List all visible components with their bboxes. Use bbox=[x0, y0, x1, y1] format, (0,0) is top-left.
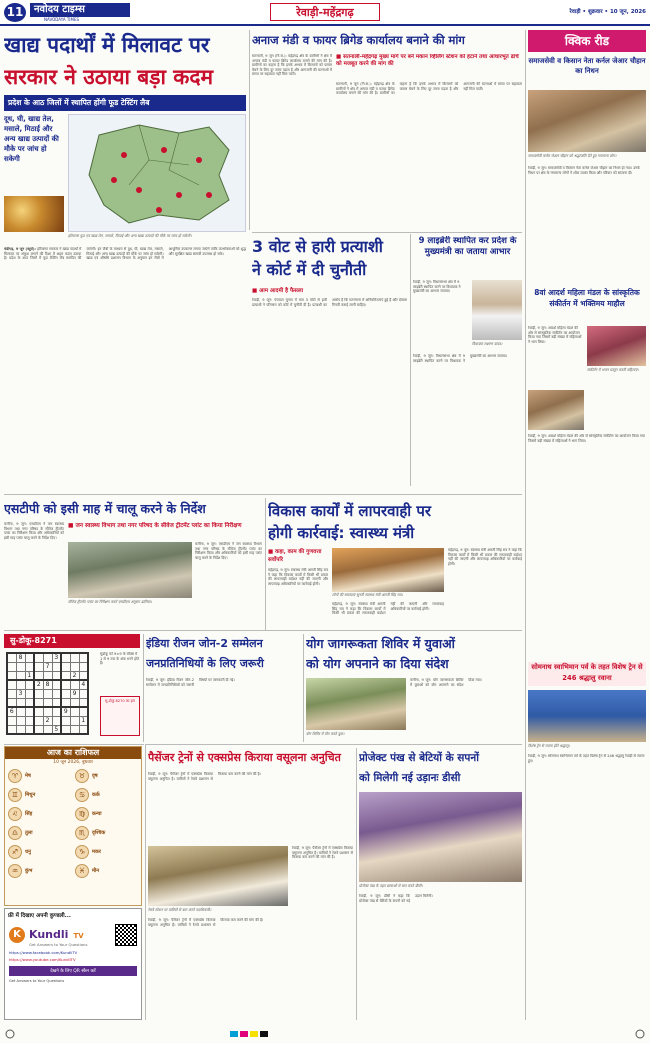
zodiac-sign-label: धनु bbox=[25, 849, 31, 855]
sdm-photo bbox=[68, 542, 192, 598]
sudoku-cell bbox=[43, 689, 52, 698]
sudoku-cell bbox=[61, 698, 70, 707]
sudoku-cell: 8 bbox=[43, 680, 52, 689]
sudoku-cell bbox=[34, 716, 43, 725]
sudoku-cell bbox=[79, 662, 88, 671]
women-photo bbox=[587, 326, 646, 366]
sudoku-cell bbox=[7, 671, 16, 680]
sudoku-cell bbox=[16, 707, 25, 716]
dc-headline-1: प्रोजेक्ट पंख से बेटियों के सपनों bbox=[359, 752, 479, 764]
zodiac-icon: ♈ bbox=[8, 769, 22, 783]
zodiac-sign-label: कुंभ bbox=[25, 868, 33, 874]
haryana-map bbox=[68, 114, 246, 232]
dateline: रेवाड़ी • शुक्रवार • 10 जून, 2026 bbox=[569, 9, 646, 15]
sudoku-cell bbox=[34, 653, 43, 662]
sudoku-cell bbox=[70, 707, 79, 716]
women-caption: संकीर्तन में भजन प्रस्तुत करती महिलाएं। bbox=[587, 368, 639, 372]
sudoku-cell bbox=[61, 716, 70, 725]
lead-headline-1: खाद्य पदार्थों में मिलावट पर bbox=[4, 33, 210, 57]
horoscope-panel bbox=[4, 746, 142, 906]
quick-read-headline: समाजसेवी व किसान नेता कर्नल जेआर चौहान का निधन bbox=[528, 57, 646, 75]
grain-subhead: ■ सतनाली-महेंद्रगढ़ मुख्य मार्ग पर बने मकान व्हिलिंग स्टेशन को हटाने तथा आधारभूत ढांचे को मजबूत करने की मांग की bbox=[336, 54, 519, 67]
cm-caption: विधायक लक्ष्मण यादव। bbox=[472, 342, 503, 346]
kundli-logo-icon: K bbox=[9, 927, 25, 943]
divider bbox=[145, 744, 146, 1020]
horoscope-item bbox=[75, 845, 138, 859]
women-headline: 8वां आदर्श महिला मंडल के सांस्कृतिक संकीर्तन में भक्तिमय माहौल bbox=[534, 288, 640, 308]
sudoku-cell: 3 bbox=[16, 689, 25, 698]
sudoku-cell bbox=[16, 698, 25, 707]
sudoku-cell bbox=[34, 671, 43, 680]
page-number-badge: 11 bbox=[4, 3, 26, 22]
horoscope-title: आज का राशिफल bbox=[5, 747, 141, 759]
sudoku-cell bbox=[7, 662, 16, 671]
sudoku-cell bbox=[34, 725, 43, 734]
sudoku-cell bbox=[61, 725, 70, 734]
sudoku-cell bbox=[16, 680, 25, 689]
horoscope-item bbox=[8, 864, 71, 878]
sudoku-cell bbox=[7, 698, 16, 707]
sudoku-prev-answer: सु-डोकू 8270 का हल bbox=[100, 696, 140, 736]
sudoku-cell bbox=[25, 725, 34, 734]
sudoku-cell bbox=[61, 671, 70, 680]
lead-subhead: प्रदेश के आठ जिलों में स्थापित होंगी फूड टेस्टिंग लैब bbox=[4, 95, 246, 111]
train-photo bbox=[148, 846, 288, 906]
sudoku-cell bbox=[79, 689, 88, 698]
sudoku-cell: 8 bbox=[16, 653, 25, 662]
sudoku-cell: 4 bbox=[79, 680, 88, 689]
sudoku-cell: 2 bbox=[43, 716, 52, 725]
zodiac-sign-label: सिंह bbox=[25, 811, 33, 817]
sudoku-cell bbox=[70, 725, 79, 734]
quick-read-photo bbox=[528, 90, 646, 152]
sudoku-cell bbox=[43, 671, 52, 680]
somnath-headline: सोमनाथ स्वाभिमान पर्व के तहत विशेष ट्रेन से 246 श्रद्धालु रवाना bbox=[528, 662, 646, 686]
zodiac-icon: ♓ bbox=[75, 864, 89, 878]
sudoku-cell bbox=[7, 716, 16, 725]
section-title: रेवाड़ी-महेंद्रगढ़ bbox=[270, 3, 380, 21]
sdm-caption: सीवेज ट्रीटमेंट प्लांट का निरीक्षण करते एसडीएम अनुराग ढालिया। bbox=[68, 600, 152, 604]
kundli-ad bbox=[4, 908, 142, 1020]
train-body-bottom: रेवाड़ी, 9 जून: पैसेंजर ट्रेनों में एक्सप्रेस किराया वसूलना अनुचित है। यात्रियों ने रेलवे प्रशासन से किराया कम करने की मांग की है। bbox=[148, 918, 264, 927]
election-subhead: ■ आम आदमी है फैसला bbox=[252, 288, 304, 294]
dc-photo bbox=[359, 792, 522, 882]
zodiac-sign-label: कन्या bbox=[92, 811, 102, 817]
quick-read-body: रेवाड़ी, 9 जून: समाजसेवी व किसान नेता कर्नल जेआर चौहान का निधन हो गया। उनके निधन पर क्षेत्र के गणमान्य लोगों ने शोक व्यक्त किया और परिवार को सांत्वना दी। bbox=[528, 166, 640, 175]
zodiac-icon: ♌ bbox=[8, 807, 22, 821]
india-headline-1: इंडिया रीजन जोन-2 सम्मेलन bbox=[146, 637, 263, 650]
cm-photo bbox=[472, 280, 522, 340]
sudoku-cell bbox=[52, 698, 61, 707]
divider bbox=[525, 30, 526, 1020]
train-body-top: रेवाड़ी, 9 जून: पैसेंजर ट्रेनों में एक्सप्रेस किराया वसूलना अनुचित है। यात्रियों ने रेलवे प्रशासन से किराया कम करने की मांग की है। bbox=[148, 772, 261, 781]
zodiac-icon: ♏ bbox=[75, 826, 89, 840]
sudoku-cell bbox=[70, 662, 79, 671]
horoscope-date: 10 जून 2026, बुधवार bbox=[53, 760, 93, 765]
sudoku-cell bbox=[16, 725, 25, 734]
yoga-headline-2: को योग अपनाने का दिया संदेश bbox=[306, 656, 449, 671]
sudoku-cell bbox=[52, 680, 61, 689]
dc-caption: प्रोजेक्ट पंख के तहत छात्राओं से बात करते डीसी। bbox=[359, 884, 423, 888]
sudoku-cell bbox=[43, 707, 52, 716]
sudoku-cell bbox=[79, 707, 88, 716]
yoga-headline-1: योग जागरूकता शिविर में युवाओं bbox=[306, 636, 455, 651]
divider bbox=[265, 498, 266, 630]
sudoku-cell bbox=[43, 698, 52, 707]
minister-body-left: महेंद्रगढ़, 9 जून: स्वास्थ्य मंत्री आरती सिंह राव ने कहा कि विकास कार्यों में किसी भी प्रकार की लापरवाही बर्दाश्त नहीं की जाएगी और लापरवाह अधिकारियों पर कार्रवाई होगी। bbox=[268, 568, 328, 586]
sudoku-cell bbox=[25, 689, 34, 698]
india-body: रेवाड़ी, 9 जून: इंडिया रीजन जोन-2 सम्मेलन में जनप्रतिनिधियों को जरूरी विषयों पर जानकारी दी गई। bbox=[146, 678, 235, 687]
lead-headline-2: सरकार ने उठाया बड़ा कदम bbox=[4, 65, 214, 89]
sudoku-cell bbox=[25, 698, 34, 707]
horoscope-item bbox=[75, 788, 138, 802]
sudoku-grid bbox=[6, 652, 89, 735]
sdm-body-left: कनीना, 9 जून: एसडीएम ने जन स्वास्थ्य विभाग तथा नगर परिषद के सीवेज ट्रीटमेंट प्लांट का निरीक्षण किया और अधिकारियों को इसी माह प्लांट चालू करने के निर्देश दिए। bbox=[4, 522, 64, 540]
election-headline-1: 3 वोट से हारी प्रत्याशी bbox=[252, 237, 383, 256]
election-headline-2: ने कोर्ट में दी चुनौती bbox=[252, 260, 367, 279]
sudoku-cell bbox=[61, 662, 70, 671]
sudoku-table bbox=[6, 652, 89, 735]
divider bbox=[4, 744, 144, 745]
paper-name-bar: नवोदय टाइम्स bbox=[30, 3, 130, 17]
zodiac-icon: ♉ bbox=[75, 769, 89, 783]
kundli-brand: Kundli bbox=[29, 928, 69, 941]
cm-body: रेवाड़ी, 9 जून: विधानसभा क्षेत्र में 9 लाइब्रेरी स्थापित करने पर विधायक ने मुख्यमंत्री का आभार जताया। bbox=[413, 354, 508, 363]
train-headline: पैसेंजर ट्रेनों से एक्सप्रेस किराया वसूलना अनुचित bbox=[148, 751, 341, 764]
sudoku-cell: 9 bbox=[61, 707, 70, 716]
zodiac-sign-label: तुला bbox=[25, 830, 33, 836]
minister-body-right: महेंद्रगढ़, 9 जून: स्वास्थ्य मंत्री आरती सिंह राव ने कहा कि विकास कार्यों में किसी भी प्रकार की लापरवाही बर्दाश्त नहीं की जाएगी और लापरवाह अधिकारियों पर कार्रवाई होगी। bbox=[448, 548, 522, 566]
zodiac-icon: ♊ bbox=[8, 788, 22, 802]
sudoku-cell bbox=[70, 653, 79, 662]
horoscope-item bbox=[75, 864, 138, 878]
zodiac-icon: ♒ bbox=[8, 864, 22, 878]
kundli-ad-fine-print: Get Answers to Your Questions bbox=[9, 979, 65, 983]
lead-body-text: हरियाणा सरकार ने खाद्य पदार्थों में मिलावट पर अंकुश लगाने की दिशा में अहम कदम उठाया है। प्रदेश के आठ जिलों में फूड टेस्टिंग लैब स्थापित की जाएंगी। इन लैबों के माध्यम से दूध, घी, खाद्य तेल, मसाले, मिठाई और अन्य खाद्य उत्पादों की मौके पर जांच हो सकेगी। खाद्य एवं औषधि प्रशासन विभाग के अनुसार इन लैबों में आधुनिक उपकरण लगाए जाएंगे ताकि उपभोक्ताओं को शुद्ध और सुरक्षित खाद्य सामग्री उपलब्ध हो सके। bbox=[4, 247, 246, 261]
sudoku-cell: 7 bbox=[43, 662, 52, 671]
minister-subhead: ■ कहा, काम की गुणवत्ता सर्वोपरि bbox=[268, 549, 322, 563]
zodiac-sign-label: वृश्चिक bbox=[92, 830, 106, 836]
divider bbox=[4, 630, 522, 631]
zodiac-sign-label: कर्क bbox=[92, 792, 100, 798]
sudoku-cell bbox=[43, 725, 52, 734]
zodiac-sign-label: मीन bbox=[92, 868, 100, 874]
sudoku-cell bbox=[61, 680, 70, 689]
sudoku-cell bbox=[79, 671, 88, 680]
women-photo-2 bbox=[528, 390, 584, 430]
sudoku-cell bbox=[79, 698, 88, 707]
somnath-body: रेवाड़ी, 9 जून: सोमनाथ स्वाभिमान पर्व के तहत विशेष ट्रेन से 246 श्रद्धालु रेवाड़ी से रवाना हुए। bbox=[528, 754, 645, 763]
sudoku-cell bbox=[43, 653, 52, 662]
sudoku-cell bbox=[34, 698, 43, 707]
horoscope-item bbox=[75, 826, 138, 840]
sudoku-cell bbox=[70, 698, 79, 707]
minister-body-mid: महेंद्रगढ़, 9 जून: स्वास्थ्य मंत्री आरती सिंह राव ने कहा कि विकास कार्यों में किसी भी प्रकार की लापरवाही बर्दाश्त नहीं की जाएगी और लापरवाह अधिकारियों पर कार्रवाई होगी। bbox=[332, 602, 444, 616]
kundli-brand-sub: TV bbox=[73, 932, 84, 940]
sudoku-cell: 9 bbox=[70, 689, 79, 698]
sudoku-cell bbox=[7, 725, 16, 734]
sudoku-cell: 1 bbox=[79, 716, 88, 725]
women-body-right: रेवाड़ी, 9 जून: आदर्श महिला मंडल की ओर से सांस्कृतिक संकीर्तन का आयोजन किया गया जिसमें बड़ी संख्या में महिलाओं ने भाग लिया। bbox=[528, 434, 645, 443]
horoscope-item bbox=[8, 788, 71, 802]
horoscope-list bbox=[5, 767, 141, 883]
sudoku-cell bbox=[25, 662, 34, 671]
kundli-ad-line1: फ्री में दिखाए अपनी कुण्डली... bbox=[8, 913, 71, 919]
quick-read-caption: समाजसेवी कर्नल जेआर चौहान को श्रद्धांजलि देते हुए गणमान्य लोग। bbox=[528, 154, 617, 158]
registration-strip bbox=[0, 1026, 650, 1043]
sudoku-title: सु-डोकू-8271 bbox=[4, 634, 140, 648]
minister-headline-1: विकास कार्यों में लापरवाही पर bbox=[268, 502, 432, 520]
minister-headline-2: होगी कार्रवाई: स्वास्थ्य मंत्री bbox=[268, 524, 415, 542]
zodiac-sign-label: मिथुन bbox=[25, 792, 36, 798]
india-headline-2: जनप्रतिनिधियों के लिए जरूरी bbox=[146, 657, 264, 670]
sudoku-cell bbox=[7, 653, 16, 662]
sudoku-cell bbox=[25, 716, 34, 725]
sudoku-cell bbox=[52, 671, 61, 680]
dc-headline-2: को मिलेगी नई उड़ानः डीसी bbox=[359, 772, 461, 784]
sudoku-cell: 2 bbox=[34, 680, 43, 689]
paper-name-small: NAVODAYA TIMES bbox=[44, 17, 80, 22]
zodiac-icon: ♎ bbox=[8, 826, 22, 840]
sudoku-cell bbox=[25, 653, 34, 662]
sudoku-cell bbox=[70, 680, 79, 689]
divider bbox=[410, 234, 411, 486]
train-body-right: रेवाड़ी, 9 जून: पैसेंजर ट्रेनों में एक्सप्रेस किराया वसूलना अनुचित है। यात्रियों ने रेलवे प्रशासन से किराया कम करने की मांग की है। bbox=[292, 846, 353, 860]
cm-body-top: रेवाड़ी, 9 जून: विधानसभा क्षेत्र में 9 लाइब्रेरी स्थापित करने पर विधायक ने मुख्यमंत्री का आभार जताया। bbox=[413, 280, 461, 294]
sdm-body-right: कनीना, 9 जून: एसडीएम ने जन स्वास्थ्य विभाग तथा नगर परिषद के सीवेज ट्रीटमेंट प्लांट का निरीक्षण किया और अधिकारियों को इसी माह प्लांट चालू करने के निर्देश दिए। bbox=[195, 542, 262, 560]
sudoku-cell bbox=[52, 707, 61, 716]
election-body: रेवाड़ी, 9 जून: पंचायत चुनाव में मात्र 3 वोटों से हारी प्रत्याशी ने परिणाम को कोर्ट में चुनौती दी है। प्रत्याशी का आरोप है कि मतगणना में अनियमितताएं हुई हैं और दोबारा गिनती कराई जानी चाहिए। bbox=[252, 298, 407, 307]
cm-headline: 9 लाइब्रेरी स्थापित कर प्रदेश के मुख्यमंत्री का जताया आभार bbox=[418, 236, 517, 257]
sudoku-cell bbox=[25, 707, 34, 716]
qr-code-icon[interactable] bbox=[115, 924, 137, 946]
grain-body-left: सतनाली, 9 जून (नि.स.): महेंद्रगढ़ क्षेत्र के ग्रामीणों ने क्षेत्र में अनाज मंडी व फायर ब्रिगेड कार्यालय बनाने की मांग की है। ग्रामीणों का कहना है कि इनके अभाव में किसानों को फसल बेचने के लिए दूर जाना पड़ता है और आगजनी की घटनाओं में समय पर सहायता नहीं मिल पाती। bbox=[252, 54, 332, 77]
somnath-photo bbox=[528, 690, 646, 742]
lead-food-photo bbox=[4, 196, 64, 232]
zodiac-sign-label: मकर bbox=[92, 849, 101, 855]
sudoku-cell bbox=[34, 707, 43, 716]
sudoku-cell bbox=[52, 716, 61, 725]
women-body-left: रेवाड़ी, 9 जून: आदर्श महिला मंडल की ओर से सांस्कृतिक संकीर्तन का आयोजन किया गया जिसमें बड़ी संख्या में महिलाओं ने भाग लिया। bbox=[528, 326, 582, 344]
sudoku-cell bbox=[61, 653, 70, 662]
sudoku-cell bbox=[7, 689, 16, 698]
sdm-subhead: ■ जन स्वास्थ्य विभाग तथा नगर परिषद के सीवेज ट्रीटमेंट प्लांट का किया निरीक्षण bbox=[68, 523, 242, 529]
divider bbox=[303, 634, 304, 742]
sudoku-cell bbox=[16, 662, 25, 671]
sudoku-cell bbox=[52, 662, 61, 671]
dc-body: रेवाड़ी, 9 जून: डीसी ने कहा कि प्रोजेक्ट पंख से बेटियों के सपनों को नई उड़ान मिलेगी। bbox=[359, 894, 433, 903]
kundli-cta: देखने के लिए QR स्कैन करें bbox=[9, 966, 137, 976]
lead-body bbox=[4, 247, 246, 491]
sudoku-cell bbox=[25, 680, 34, 689]
sudoku-cell: 5 bbox=[52, 725, 61, 734]
sudoku-cell bbox=[70, 716, 79, 725]
horoscope-item bbox=[8, 826, 71, 840]
minister-photo bbox=[332, 548, 444, 592]
kundli-tagline: Get Answers to Your Questions bbox=[29, 942, 88, 947]
sudoku-cell bbox=[7, 680, 16, 689]
lead-dateline: चंडीगढ़, 9 जून (ब्यूरो): bbox=[4, 247, 36, 251]
yoga-caption: योग शिविर में योग करते युवा। bbox=[306, 732, 345, 736]
sudoku-cell bbox=[34, 689, 43, 698]
divider bbox=[356, 748, 357, 1020]
zodiac-icon: ♑ bbox=[75, 845, 89, 859]
kundli-youtube-link[interactable]: https://www.youtube.com/KundliTV bbox=[9, 957, 76, 962]
horoscope-item bbox=[75, 769, 138, 783]
train-caption: रेलवे स्टेशन पर यात्रियों से बात करते पदाधिकारी। bbox=[148, 908, 212, 912]
zodiac-sign-label: वृष bbox=[92, 773, 98, 779]
sudoku-cell: 3 bbox=[52, 653, 61, 662]
masthead bbox=[0, 0, 650, 26]
divider bbox=[143, 634, 144, 742]
map-caption: हरियाणा फूड एवं खाद्य तेल, मसाले, मिठाई और अन्य खाद्य उत्पादों की मौके पर जांच हो सकेगी। bbox=[68, 234, 192, 238]
lead-deck: दूध, घी, खाद्य तेल, मसाले, मिठाई और अन्य खाद्य उत्पादों की मौके पर जांच हो सकेगी bbox=[4, 115, 59, 163]
sudoku-cell bbox=[16, 671, 25, 680]
yoga-photo bbox=[306, 678, 406, 730]
sudoku-cell: 6 bbox=[7, 707, 16, 716]
kundli-facebook-link[interactable]: https://www.facebook.com/KundliTV bbox=[9, 950, 78, 955]
sudoku-cell bbox=[79, 653, 88, 662]
horoscope-item bbox=[8, 769, 71, 783]
horoscope-item bbox=[75, 807, 138, 821]
zodiac-icon: ♍ bbox=[75, 807, 89, 821]
zodiac-icon: ♋ bbox=[75, 788, 89, 802]
quick-read-label: क्विक रीड bbox=[528, 30, 646, 52]
divider bbox=[252, 232, 522, 233]
somnath-caption: विशेष ट्रेन से रवाना होते श्रद्धालु। bbox=[528, 744, 570, 748]
sudoku-cell bbox=[52, 689, 61, 698]
grain-headline: अनाज मंडी व फायर ब्रिगेड कार्यालय बनाने की मांग bbox=[252, 33, 465, 47]
sdm-headline: एसटीपी को इसी माह में चालू करने के निर्देश bbox=[4, 501, 206, 516]
sudoku-cell bbox=[34, 662, 43, 671]
horoscope-item bbox=[8, 807, 71, 821]
yoga-body: कनीना, 9 जून: योग जागरूकता शिविर में युवाओं को योग अपनाने का संदेश दिया गया। bbox=[410, 678, 482, 687]
sudoku-cell: 1 bbox=[25, 671, 34, 680]
divider bbox=[4, 494, 522, 495]
grain-body-right: सतनाली, 9 जून (नि.स.): महेंद्रगढ़ क्षेत्र के ग्रामीणों ने क्षेत्र में अनाज मंडी व फायर ब्रिगेड कार्यालय बनाने की मांग की है। ग्रामीणों का कहना है कि इनके अभाव में किसानों को फसल बेचने के लिए दूर जाना पड़ता है और आगजनी की घटनाओं में समय पर सहायता नहीं मिल पाती। bbox=[336, 82, 522, 96]
sudoku-instructions: सुडोकू को 9×9 के बॉक्स में 1 से 9 तक के अंक भरने होते हैं। bbox=[100, 652, 139, 666]
minister-caption: लोगों की समस्याएं सुनती स्वास्थ्य मंत्री आरती सिंह राव। bbox=[332, 593, 403, 597]
sudoku-cell bbox=[61, 689, 70, 698]
divider bbox=[146, 744, 522, 745]
sudoku-cell bbox=[16, 716, 25, 725]
sudoku-cell bbox=[79, 725, 88, 734]
zodiac-icon: ♐ bbox=[8, 845, 22, 859]
divider bbox=[249, 30, 250, 230]
sudoku-cell: 2 bbox=[70, 671, 79, 680]
horoscope-item bbox=[8, 845, 71, 859]
zodiac-sign-label: मेष bbox=[25, 773, 31, 779]
